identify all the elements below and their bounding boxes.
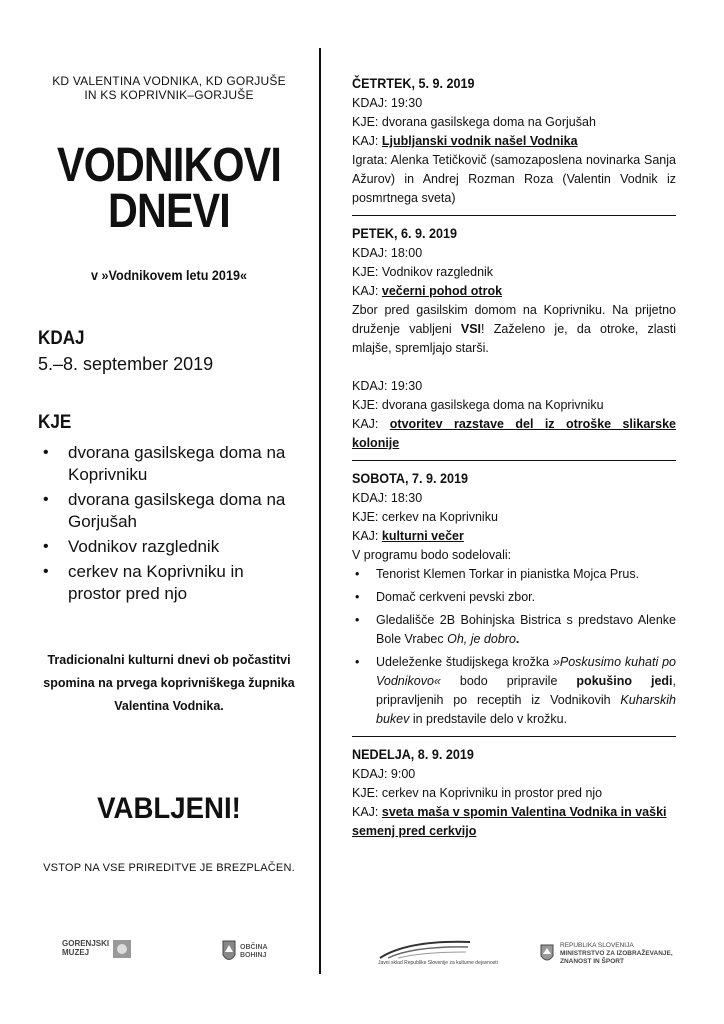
event-title: Ljubljanski vodnik našel Vodnika bbox=[381, 134, 578, 148]
slovenia-crest-icon bbox=[540, 944, 554, 964]
where-heading: KJE bbox=[38, 412, 72, 433]
event-title: kulturni večer bbox=[381, 529, 464, 543]
free-entry-note: VSTOP NA VSE PRIREDITVE JE BREZPLAČEN. bbox=[43, 862, 295, 874]
day-friday bbox=[352, 224, 676, 453]
event-description: Igrata: Alenka Tetičkovič (samozaposlena novinarka Sanja Ažurov) in Andrej Rozman Roza (Valentin Vodnik iz posmrtnega sveta) bbox=[352, 153, 676, 205]
poster-title: VODNIKOVI DNEVI bbox=[57, 139, 281, 238]
museum-mark-icon bbox=[113, 938, 131, 958]
time: KDAJ: 18:30 bbox=[352, 491, 423, 505]
where-list bbox=[38, 442, 300, 605]
day-sunday bbox=[352, 745, 676, 841]
event-line: KAJ: kulturni večer bbox=[352, 529, 464, 543]
event-line: KAJ: sveta maša v spomin Valentina Vodnika in vaški semenj pred cerkvijo bbox=[352, 805, 667, 838]
gorenjski-muzej-logo: GORENJSKI MUZEJ bbox=[62, 938, 131, 958]
day-heading: SOBOTA, 7. 9. 2019 bbox=[352, 470, 469, 486]
list-item: • Udeleženke študijskega krožka »Poskusimo kuhati po Vodnikovo« bodo pripravile pokušino jedi, pripravljenih po receptih iz Vodnikovih Kuharskih bukev in predstavile delo v krožku. bbox=[352, 653, 676, 729]
location: KJE: cerkev na Koprivniku in prostor pred njo bbox=[352, 786, 603, 800]
time: KDAJ: 19:30 bbox=[352, 96, 423, 110]
column-divider bbox=[319, 48, 321, 974]
program-intro: V programu bodo sodelovali: bbox=[352, 548, 512, 562]
event-title: večerni pohod otrok bbox=[381, 284, 503, 298]
location: KJE: dvorana gasilskega doma na Koprivniku bbox=[352, 398, 604, 412]
event-title: sveta maša v spomin Valentina Vodnika in vaški semenj pred cerkvijo bbox=[352, 805, 667, 838]
poster-subtitle: v »Vodnikovem letu 2019« bbox=[91, 267, 247, 283]
location: KJE: cerkev na Koprivniku bbox=[352, 510, 498, 524]
ministry-logo: REPUBLIKA SLOVENIJA MINISTRSTVO ZA IZOBRAŽEVANJE, ZNANOST IN ŠPORT bbox=[540, 942, 673, 966]
list-item: • Gledališče 2B Bohinjska Bistrica s predstavo Alenke Bole Vrabec Oh, je dobro. bbox=[352, 611, 676, 649]
location: KJE: Vodnikov razglednik bbox=[352, 265, 494, 279]
list-item: • dvorana gasilskega doma na Koprivniku bbox=[38, 442, 300, 486]
list-item: • dvorana gasilskega doma na Gorjušah bbox=[38, 489, 300, 533]
list-item: • cerkev na Koprivniku in prostor pred njo bbox=[38, 561, 300, 605]
organizers: KD VALENTINA VODNIKA, KD GORJUŠE IN KS KOPRIVNIK–GORJUŠE bbox=[52, 74, 286, 102]
list-item: • Tenorist Klemen Torkar in pianistka Mojca Prus. bbox=[352, 565, 676, 584]
time: KDAJ: 18:00 bbox=[352, 246, 423, 260]
tradition-text: Tradicionalni kulturni dnevi ob počastitvi spomina na prvega koprivniškega župnika Valentina Vodnika. bbox=[43, 653, 295, 713]
day-heading: ČETRTEK, 5. 9. 2019 bbox=[352, 75, 475, 91]
jskd-swoosh-icon bbox=[378, 938, 474, 960]
sponsor-logos bbox=[0, 938, 724, 978]
event-title: otvoritev razstave del iz otroške slikarske kolonije bbox=[352, 417, 677, 450]
day-heading: NEDELJA, 8. 9. 2019 bbox=[352, 746, 474, 762]
program-list bbox=[352, 565, 676, 729]
left-column bbox=[38, 74, 300, 874]
list-item: • Vodnikov razglednik bbox=[38, 536, 300, 558]
day-saturday bbox=[352, 469, 676, 729]
list-item: • Domač cerkveni pevski zbor. bbox=[352, 588, 676, 607]
location: KJE: dvorana gasilskega doma na Gorjušah bbox=[352, 115, 596, 129]
right-column bbox=[352, 74, 676, 841]
event-line: KAJ: otvoritev razstave del iz otroške slikarske kolonije bbox=[352, 417, 677, 450]
section-rule bbox=[352, 460, 676, 461]
when-value: 5.–8. september 2019 bbox=[38, 354, 214, 374]
obcina-bohinj-logo: OBČINA BOHINJ bbox=[222, 940, 268, 964]
welcome-text: VABLJENI! bbox=[97, 792, 241, 825]
event-line: KAJ: večerni pohod otrok bbox=[352, 284, 503, 298]
time: KDAJ: 19:30 bbox=[352, 379, 423, 393]
jskd-logo: Javni sklad Republike Slovenije za kulturne dejavnosti bbox=[378, 938, 498, 966]
event-line: KAJ: Ljubljanski vodnik našel Vodnika bbox=[352, 134, 578, 148]
day-thursday bbox=[352, 74, 676, 208]
when-heading: KDAJ bbox=[38, 328, 85, 349]
day-heading: PETEK, 6. 9. 2019 bbox=[352, 225, 458, 241]
section-rule bbox=[352, 215, 676, 216]
time: KDAJ: 9:00 bbox=[352, 767, 416, 781]
section-rule bbox=[352, 736, 676, 737]
bohinj-crest-icon bbox=[222, 940, 236, 964]
event-description: Zbor pred gasilskim domom na Koprivniku. Na prijetno druženje vabljeni VSI! Zaželeno je, da otroke, zlasti mlajše, spremljajo starši. bbox=[352, 303, 676, 355]
